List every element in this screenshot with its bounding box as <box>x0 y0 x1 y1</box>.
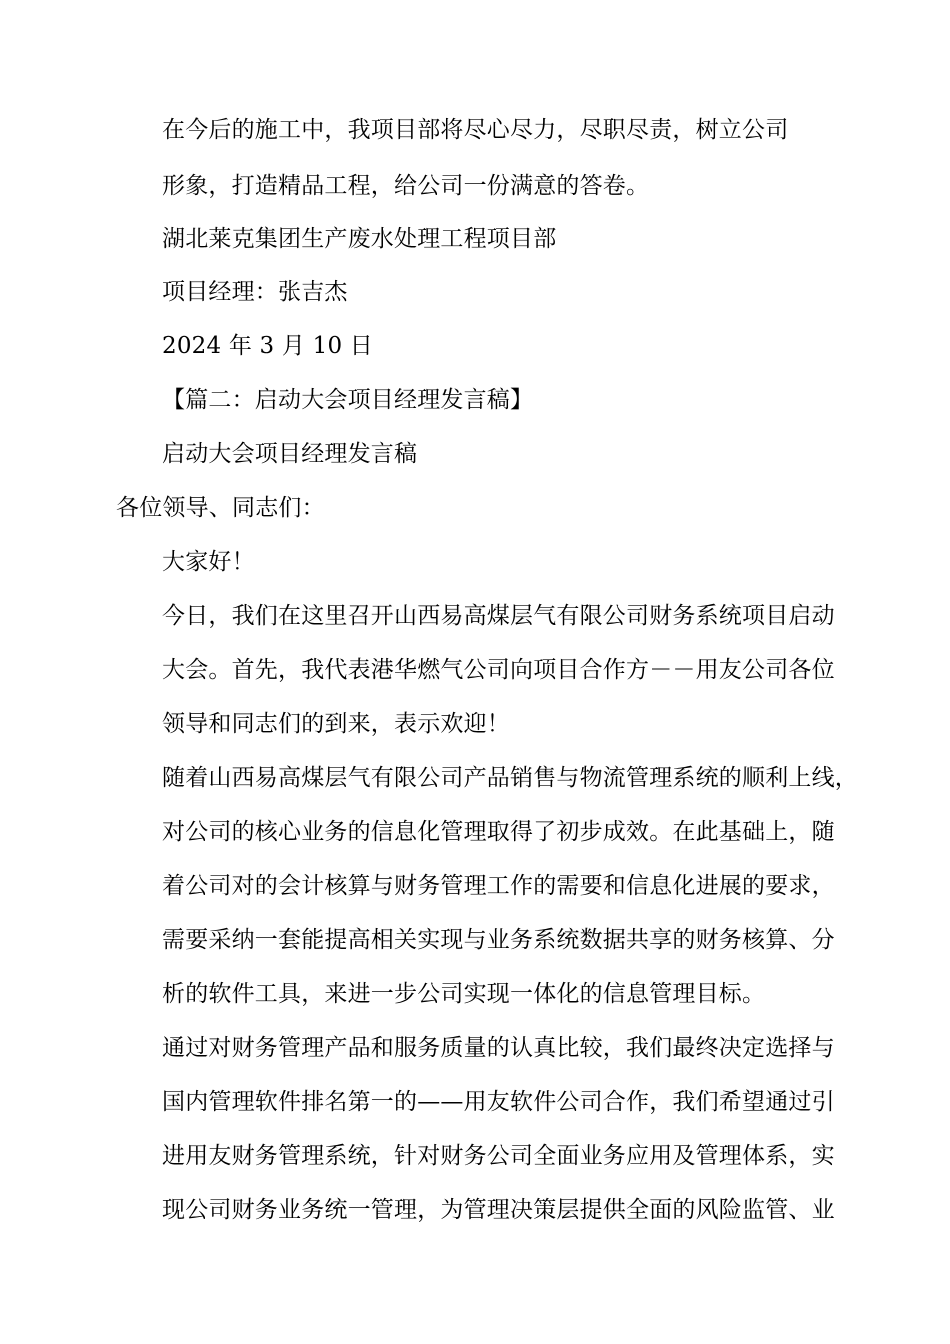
paragraph-line: 今日，我们在这里召开山西易高煤层气有限公司财务系统项目启动 <box>162 603 835 629</box>
signature-manager: 项目经理：张吉杰 <box>162 279 348 305</box>
paragraph-line: 随着山西易高煤层气有限公司产品销售与物流管理系统的顺利上线， <box>162 765 858 791</box>
greeting: 大家好！ <box>162 549 255 575</box>
paragraph-line: 领导和同志们的到来，表示欢迎！ <box>162 711 510 737</box>
paragraph-line: 通过对财务管理产品和服务质量的认真比较，我们最终决定选择与 <box>162 1035 835 1061</box>
section-heading: 【篇二：启动大会项目经理发言稿】 <box>162 387 534 413</box>
salutation: 各位领导、同志们： <box>116 495 325 521</box>
paragraph-line: 着公司对的会计核算与财务管理工作的需要和信息化进展的要求， <box>162 873 835 899</box>
organization-name: 湖北莱克集团生产废水处理工程项目部 <box>162 226 557 252</box>
paragraph-line: 在今后的施工中，我项目部将尽心尽力，尽职尽责，树立公司 <box>162 117 789 143</box>
paragraph-line: 大会。首先，我代表港华燃气公司向项目合作方－－用友公司各位 <box>162 657 835 683</box>
paragraph-line: 对公司的核心业务的信息化管理取得了初步成效。在此基础上，随 <box>162 819 835 845</box>
paragraph-line: 形象，打造精品工程，给公司一份满意的答卷。 <box>162 173 650 199</box>
paragraph-line: 进用友财务管理系统，针对财务公司全面业务应用及管理体系，实 <box>162 1143 835 1169</box>
signature-date: 2024 年 3 月 10 日 <box>162 333 373 359</box>
paragraph-line: 需要采纳一套能提高相关实现与业务系统数据共享的财务核算、分 <box>162 927 835 953</box>
paragraph-line: 现公司财务业务统一管理，为管理决策层提供全面的风险监管、业 <box>162 1197 835 1223</box>
paragraph-line: 析的软件工具，来进一步公司实现一体化的信息管理目标。 <box>162 981 766 1007</box>
paragraph-line: 国内管理软件排名第一的——用友软件公司合作，我们希望通过引 <box>162 1089 835 1115</box>
speech-title: 启动大会项目经理发言稿 <box>162 441 418 467</box>
